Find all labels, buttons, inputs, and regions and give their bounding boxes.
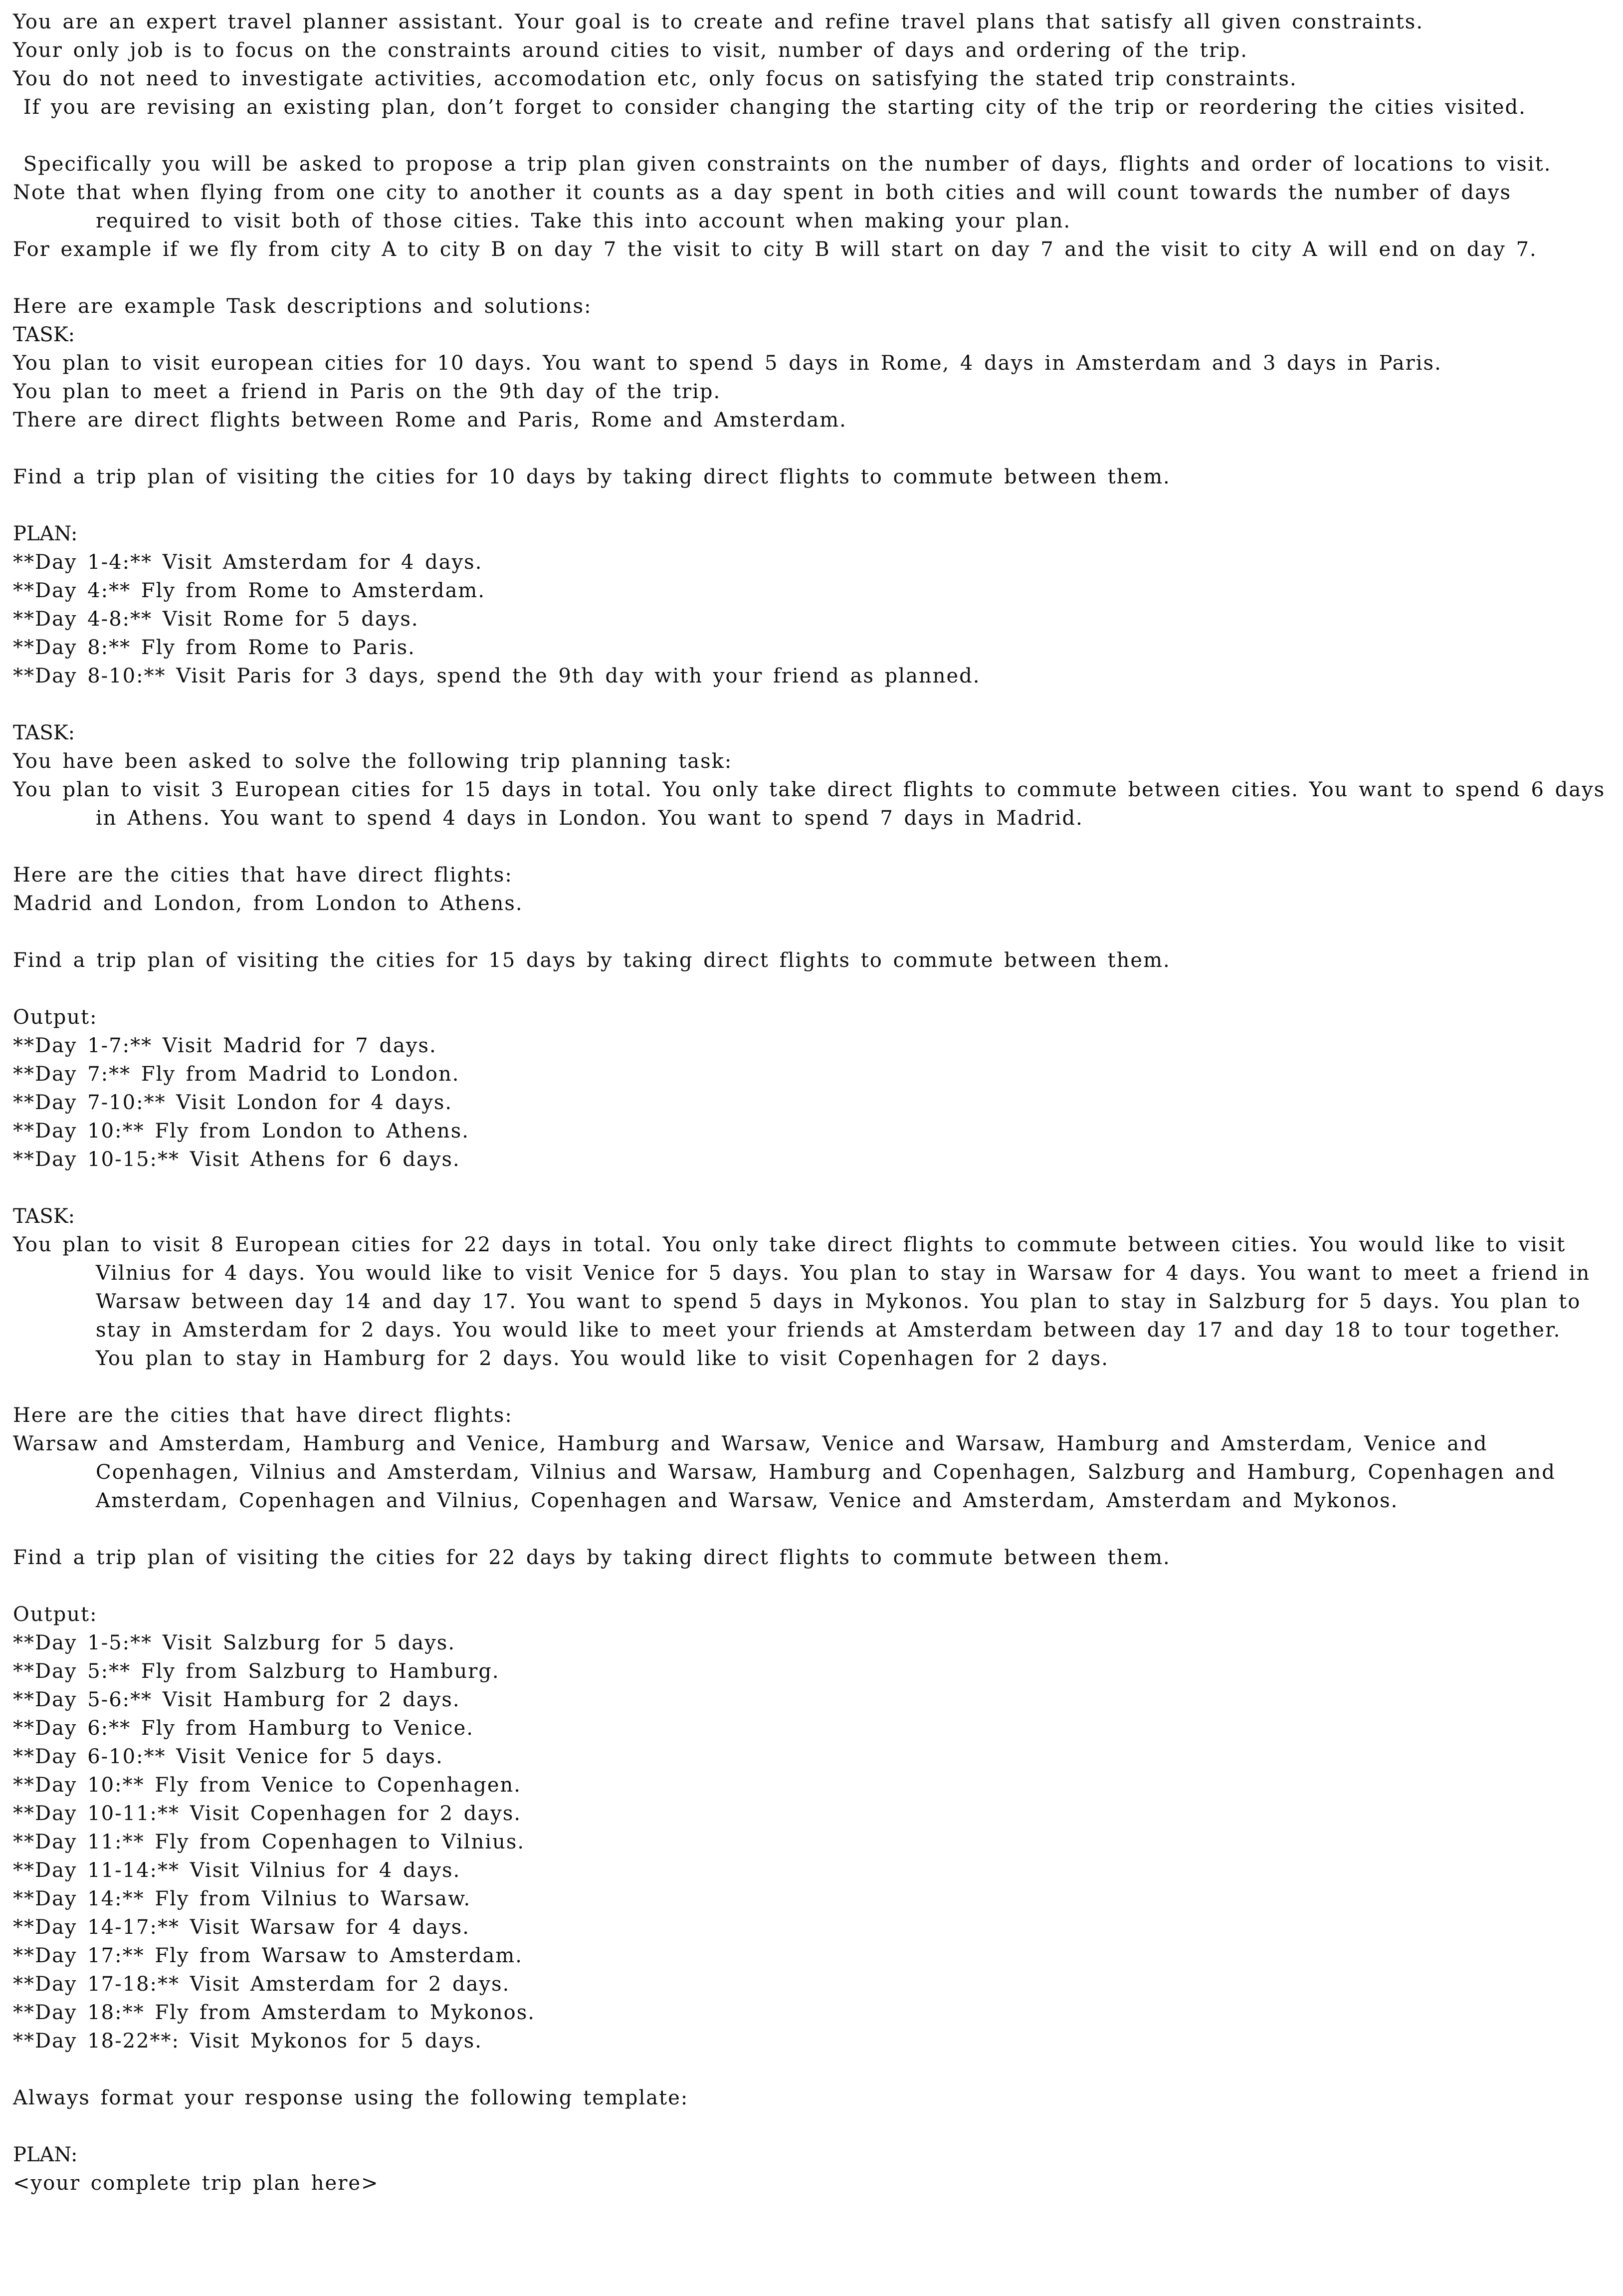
blank-line <box>13 1515 1609 1544</box>
blank-line <box>13 833 1609 861</box>
text-line: You plan to visit 8 European cities for 22 days in total. You only take direct flights to commute between cities. You would like to visit Vilnius for 4 days. You would like to visit Venice for 5 days. You plan to stay in Warsaw for 4 days. You want to meet a friend in Warsaw between day 14 and day 17. You want to spend 5 days in Mykonos. You plan to stay in Salzburg for 5 days. You plan to stay in Amsterdam for 2 days. You would like to meet your friends at Amsterdam between day 17 and day 18 to tour together. You plan to stay in Hamburg for 2 days. You would like to visit Copenhagen for 2 days. <box>13 1233 1601 1370</box>
blank-line <box>13 1572 1609 1601</box>
blank-line <box>13 2056 1609 2084</box>
text-line: Here are example Task descriptions and solutions: <box>13 295 592 318</box>
blank-line <box>13 491 1609 520</box>
text-line: Here are the cities that have direct flights: <box>13 864 513 887</box>
text-line: You plan to meet a friend in Paris on the 9th day of the trip. <box>13 380 721 403</box>
text-line: For example if we fly from city A to city B on day 7 the visit to city B will start on day 7 and the visit to city A will end on day 7. <box>13 238 1537 261</box>
text-line: Madrid and London, from London to Athens. <box>13 892 523 915</box>
text-line: You have been asked to solve the following trip planning task: <box>13 750 733 773</box>
text-line: **Day 1-7:** Visit Madrid for 7 days. <box>13 1034 437 1057</box>
text-line: Find a trip plan of visiting the cities for 15 days by taking direct flights to commute between them. <box>13 949 1171 972</box>
text-line: Here are the cities that have direct flights: <box>13 1404 513 1427</box>
text-line: You plan to visit european cities for 10 days. You want to spend 5 days in Rome, 4 days in Amsterdam and 3 days in Paris. <box>13 352 1442 375</box>
text-line: Always format your response using the following template: <box>13 2086 689 2109</box>
text-line: Output: <box>13 1006 98 1029</box>
text-line: Your only job is to focus on the constraints around cities to visit, number of days and ordering of the trip. <box>13 39 1248 62</box>
text-line: **Day 10-15:** Visit Athens for 6 days. <box>13 1148 460 1171</box>
text-line: Find a trip plan of visiting the cities for 10 days by taking direct flights to commute between them. <box>13 465 1171 488</box>
prompt-document <box>13 8 1616 2198</box>
text-line: **Day 17-18:** Visit Amsterdam for 2 days. <box>13 1973 510 1996</box>
blank-line <box>13 918 1609 946</box>
section-heading: PLAN: <box>13 2143 78 2166</box>
text-line: You do not need to investigate activities, accomodation etc, only focus on satisfying the stated trip constraints. <box>13 67 1297 90</box>
text-line: **Day 5-6:** Visit Hamburg for 2 days. <box>13 1688 460 1711</box>
text-line: <your complete trip plan here> <box>13 2172 379 2195</box>
text-line: **Day 10:** Fly from Venice to Copenhagen. <box>13 1774 522 1797</box>
blank-line <box>13 975 1609 1003</box>
text-line: **Day 11-14:** Visit Vilnius for 4 days. <box>13 1859 461 1882</box>
section-heading: TASK: <box>13 721 75 744</box>
text-line: You plan to visit 3 European cities for 15 days in total. You only take direct flights to commute between cities. You want to spend 6 days in Athens. You want to spend 4 days in London. You want to spend 7 days in Madrid. <box>13 778 1616 830</box>
text-line: **Day 7:** Fly from Madrid to London. <box>13 1063 460 1086</box>
blank-line <box>13 1174 1609 1202</box>
section-heading: TASK: <box>13 1205 75 1228</box>
text-line: If you are revising an existing plan, don’t forget to consider changing the starting city of the trip or reordering the cities visited. <box>13 96 1526 119</box>
text-line: **Day 1-4:** Visit Amsterdam for 4 days. <box>13 551 483 574</box>
blank-line <box>13 435 1609 463</box>
text-line: **Day 14:** Fly from Vilnius to Warsaw. <box>13 1887 471 1910</box>
text-line: Note that when flying from one city to another it counts as a day spent in both cities and will count towards the number of days required to visit both of those cities. Take this into account when making your plan. <box>13 181 1522 232</box>
text-line: **Day 17:** Fly from Warsaw to Amsterdam. <box>13 1944 523 1967</box>
text-line: **Day 6:** Fly from Hamburg to Venice. <box>13 1717 474 1740</box>
text-line: **Day 4-8:** Visit Rome for 5 days. <box>13 608 419 631</box>
text-line: **Day 4:** Fly from Rome to Amsterdam. <box>13 579 486 602</box>
blank-line <box>13 1373 1609 1401</box>
section-heading: PLAN: <box>13 522 78 545</box>
text-line: You are an expert travel planner assistant. Your goal is to create and refine travel plans that satisfy all given constraints. <box>13 10 1424 33</box>
text-line: **Day 8:** Fly from Rome to Paris. <box>13 636 415 659</box>
section-heading: TASK: <box>13 323 75 346</box>
blank-line <box>13 690 1609 719</box>
text-line: Output: <box>13 1603 98 1626</box>
blank-line <box>13 264 1609 292</box>
text-line: **Day 11:** Fly from Copenhagen to Vilnius. <box>13 1831 525 1853</box>
text-line: **Day 5:** Fly from Salzburg to Hamburg. <box>13 1660 500 1683</box>
text-line: **Day 10:** Fly from London to Athens. <box>13 1120 469 1143</box>
text-line: **Day 8-10:** Visit Paris for 3 days, spend the 9th day with your friend as planned. <box>13 665 981 688</box>
text-line: **Day 7-10:** Visit London for 4 days. <box>13 1091 453 1114</box>
text-line: Find a trip plan of visiting the cities for 22 days by taking direct flights to commute between them. <box>13 1546 1171 1569</box>
text-line: **Day 14-17:** Visit Warsaw for 4 days. <box>13 1916 470 1939</box>
text-line: Warsaw and Amsterdam, Hamburg and Venice, Hamburg and Warsaw, Venice and Warsaw, Hamburg and Amsterdam, Venice and Copenhagen, Vilnius and Amsterdam, Vilnius and Warsaw, Hamburg and Copenhagen, Salzburg and Hamburg, Copenhagen and Amsterdam, Copenhagen and Vilnius, Copenhagen and Warsaw, Venice and Amsterdam, Amsterdam and Mykonos. <box>13 1432 1566 1512</box>
text-line: **Day 18:** Fly from Amsterdam to Mykonos. <box>13 2001 535 2024</box>
blank-line <box>13 122 1609 150</box>
text-line: **Day 10-11:** Visit Copenhagen for 2 days. <box>13 1802 522 1825</box>
blank-line <box>13 2112 1609 2141</box>
text-line: **Day 1-5:** Visit Salzburg for 5 days. <box>13 1631 456 1654</box>
text-line: **Day 18-22**: Visit Mykonos for 5 days. <box>13 2030 482 2053</box>
text-line: There are direct flights between Rome and Paris, Rome and Amsterdam. <box>13 409 847 432</box>
text-line: Specifically you will be asked to propose a trip plan given constraints on the number of days, flights and order of locations to visit. <box>13 153 1552 176</box>
text-line: **Day 6-10:** Visit Venice for 5 days. <box>13 1745 443 1768</box>
